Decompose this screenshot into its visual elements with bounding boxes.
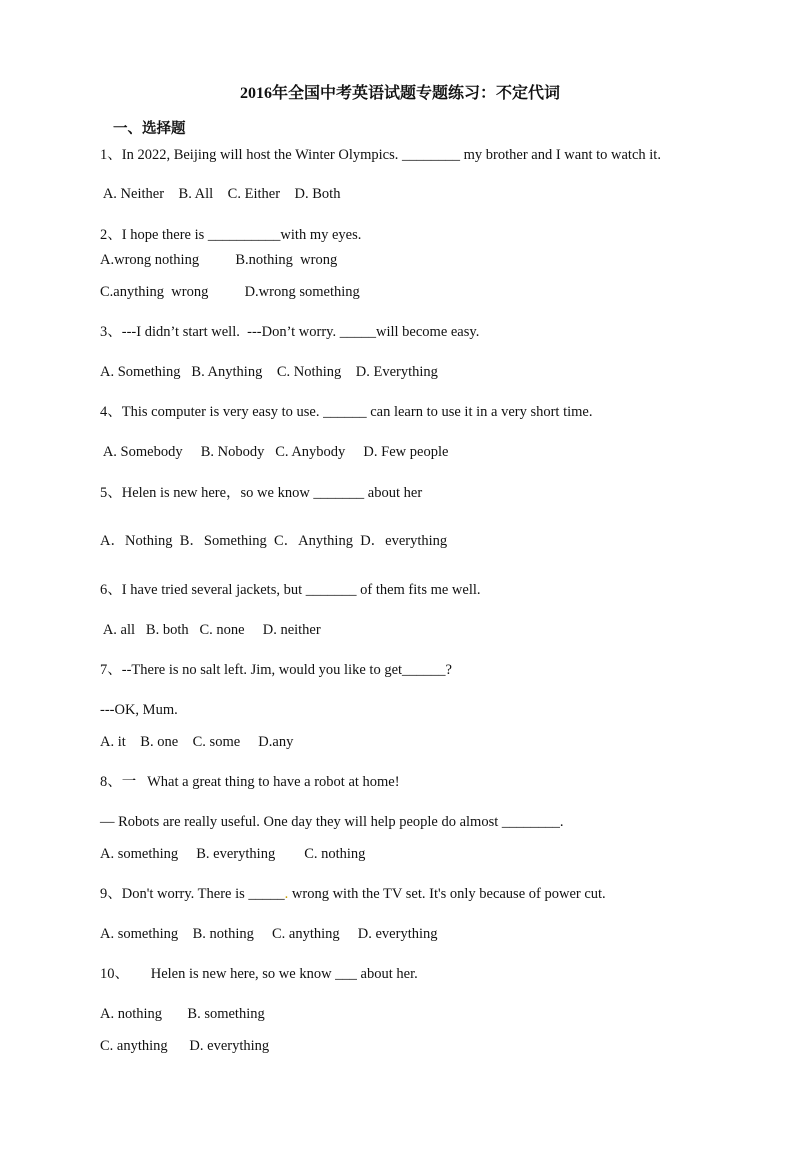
question-8-options: A. something B. everything C. nothing (100, 846, 366, 862)
question-4-options: A. Somebody B. Nobody C. Anybody D. Few people (100, 444, 449, 460)
question-7-options: A. it B. one C. some D.any (100, 734, 294, 750)
question-2-stem: 2、I hope there is __________with my eyes. (100, 227, 362, 243)
question-5-options: A．Nothing B．Something C．Anything D．everything (100, 533, 448, 549)
question-2-options-row-1: A.wrong nothing B.nothing wrong (100, 252, 338, 268)
page-title: 2016年全国中考英语试题专题练习：不定代词 (239, 85, 560, 102)
question-8-reply: — Robots are really useful. One day they will help people do almost ________. (100, 814, 564, 830)
question-9-stem-start: 9、Don't worry. There is _____ (100, 886, 285, 902)
question-5-stem: 5、Helen is new here，so we know _______ about her (100, 485, 423, 501)
question-7-reply: ---OK, Mum. (100, 702, 178, 718)
section-heading: 一、选择题 (113, 121, 186, 137)
question-3-stem: 3、---I didn’t start well. ---Don’t worry. _____will become easy. (100, 324, 480, 340)
question-9-blank-mark: . (284, 886, 289, 902)
question-4-stem: 4、This computer is very easy to use. ______ can learn to use it in a very short time. (100, 404, 593, 420)
question-10-options-row-1: A. nothing B. something (100, 1006, 265, 1022)
question-10-stem: 10、 Helen is new here, so we know ___ about her. (100, 966, 418, 982)
question-1-options: A. Neither B. All C. Either D. Both (100, 186, 341, 202)
question-8-stem: 8、一 What a great thing to have a robot at home! (100, 774, 400, 790)
question-6-options: A. all B. both C. none D. neither (100, 622, 321, 638)
question-10-options-row-2: C. anything D. everything (100, 1038, 270, 1054)
question-7-stem: 7、--There is no salt left. Jim, would you like to get______? (100, 662, 452, 678)
question-2-options-row-2: C.anything wrong D.wrong something (100, 284, 360, 300)
question-9-options: A. something B. nothing C. anything D. everything (100, 926, 438, 942)
question-9-stem (100, 887, 606, 902)
question-3-options: A. Something B. Anything C. Nothing D. Everything (100, 364, 438, 380)
question-9-stem-end: wrong with the TV set. It's only because of power cut. (288, 886, 606, 902)
question-1-stem: 1、In 2022, Beijing will host the Winter Olympics. ________ my brother and I want to watch it. (100, 147, 661, 163)
question-6-stem: 6、I have tried several jackets, but _______ of them fits me well. (100, 582, 481, 598)
